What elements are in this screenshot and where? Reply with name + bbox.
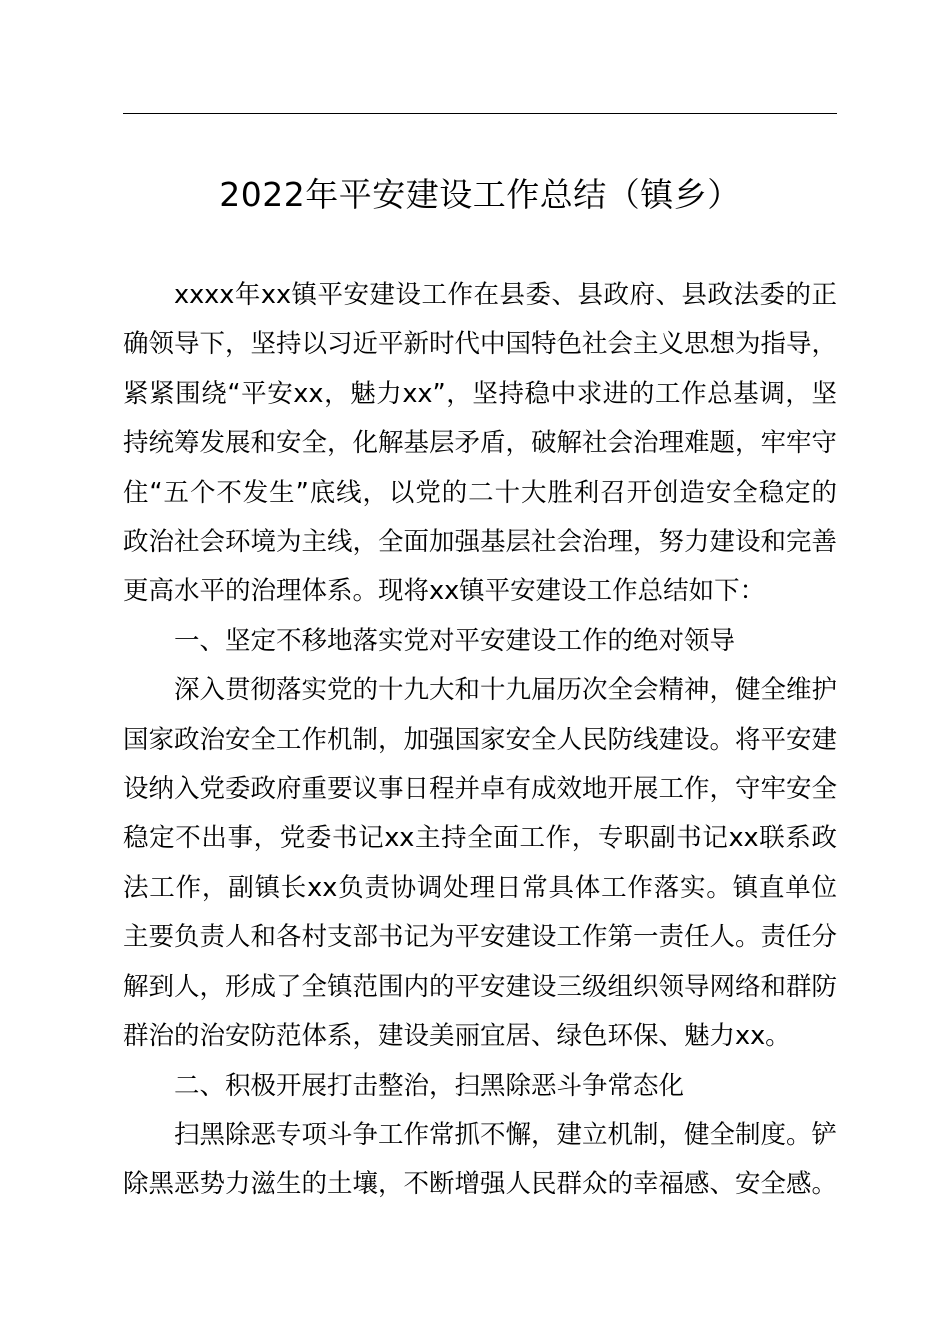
section-heading-1: 一、坚定不移地落实党对平安建设工作的绝对领导	[174, 625, 736, 656]
header-rule	[123, 113, 837, 114]
section-paragraph-1: 深入贯彻落实党的十九大和十九届历次全会精神，健全维护国家政治安全工作机制，加强国家安全人民防线建设。将平安建设纳入党委政府重要议事日程并卓有成效地开展工作，守牢安全稳定不出事，党委书记xx主持全面工作，专职副书记xx联系政法工作，副镇长xx负责协调处理日常具体工作落实。镇直单位主要负责人和各村支部书记为平安建设工作第一责任人。责任分解到人，形成了全镇范围内的平安建设三级组织领导网络和群防群治的治安防范体系，建设美丽宜居、绿色环保、魅力xx。	[123, 675, 838, 1052]
section-paragraph-2: 扫黑除恶专项斗争工作常抓不懈，建立机制，健全制度。铲除黑恶势力滋生的土壤，不断增强人民群众的幸福感、安全感。	[123, 1119, 838, 1200]
intro-paragraph: xxxx年xx镇平安建设工作在县委、县政府、县政法委的正确领导下，坚持以习近平新时代中国特色社会主义思想为指导，紧紧围绕“平安xx，魅力xx”，坚持稳中求进的工作总基调，坚持统筹发展和安全，化解基层矛盾，破解社会治理难题，牢牢守住“五个不发生”底线，以党的二十大胜利召开创造安全稳定的政治社会环境为主线，全面加强基层社会治理，努力建设和完善更高水平的治理体系。现将xx镇平安建设工作总结如下：	[123, 280, 838, 607]
section-heading-2: 二、积极开展打击整治，扫黑除恶斗争常态化	[174, 1070, 685, 1101]
document-body	[123, 271, 837, 1210]
document-title: 2022年平安建设工作总结（镇乡）	[219, 175, 741, 214]
